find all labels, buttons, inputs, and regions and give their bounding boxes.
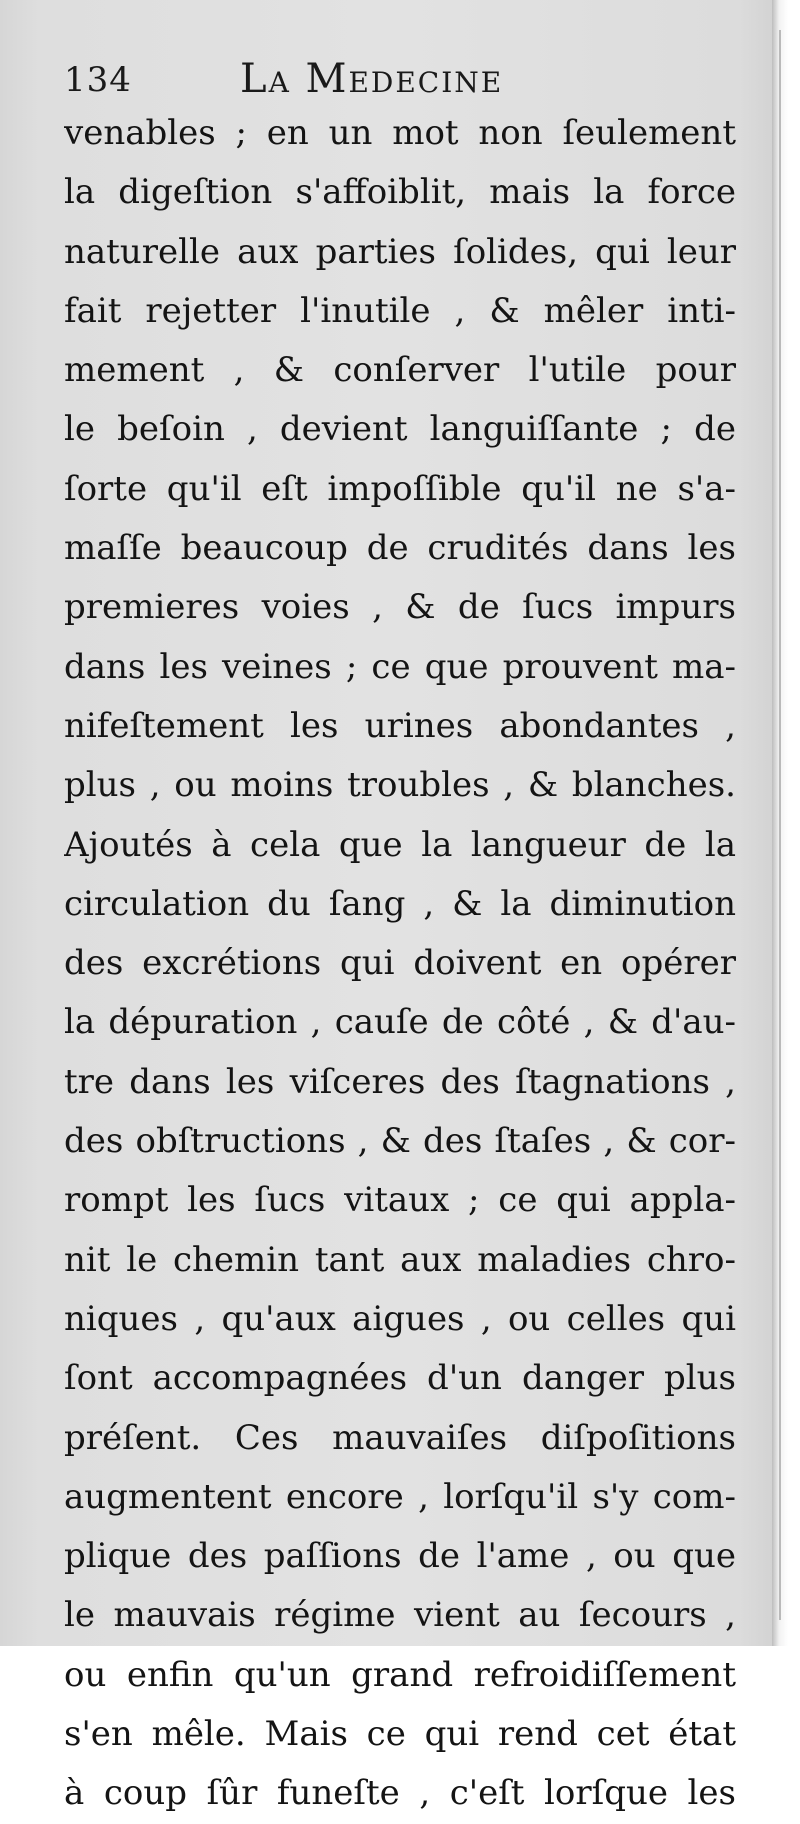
text-line: Ajoutés à cela que la langueur de la: [64, 824, 736, 865]
text-line: la dépuration , cauſe de côté , & d'au-: [64, 1002, 736, 1043]
text-line: mement , & conſerver l'utile pour: [64, 350, 736, 391]
text-line: venables ; en un mot non ſeulement: [64, 113, 736, 153]
text-line: rompt les ſucs vitaux ; ce qui appla-: [64, 1180, 736, 1221]
text-line: ſorte qu'il eſt impoſſible qu'il ne s'a-: [64, 468, 736, 509]
text-line: tre dans les viſceres des ſtagnations ,: [64, 1061, 736, 1102]
text-line: plus , ou moins troubles , & blanches.: [64, 765, 736, 806]
page-edge-line: [779, 30, 781, 1620]
text-line: le beſoin , devient languiſſante ; de: [64, 409, 736, 450]
text-line: des excrétions qui doivent en opérer: [64, 943, 736, 984]
text-line: nit le chemin tant aux maladies chro-: [64, 1239, 736, 1280]
text-line: le mauvais régime vient au ſecours ,: [64, 1595, 736, 1636]
body-text: [64, 104, 736, 1824]
text-line: augmentent encore , lorſqu'il s'y com-: [64, 1476, 736, 1517]
text-line: préſent. Ces mauvaiſes diſpoſitions: [64, 1417, 736, 1458]
text-line: ſont accompagnées d'un danger plus: [64, 1358, 736, 1399]
text-line: dans les veines ; ce que prouvent ma-: [64, 646, 736, 687]
page-header: [64, 52, 764, 112]
text-line: niques , qu'aux aigues , ou celles qui: [64, 1298, 736, 1339]
text-line: nifeſtement les urines abondantes ,: [64, 705, 736, 746]
text-line: s'en mêle. Mais ce qui rend cet état: [64, 1714, 736, 1755]
text-line: à coup ſûr funeſte , c'eſt lorſque les: [64, 1773, 736, 1814]
text-line: fait rejetter l'inutile , & mêler inti-: [64, 290, 736, 331]
text-line: la digeſtion s'affoiblit, mais la force: [64, 172, 736, 213]
text-line: maſſe beaucoup de crudités dans les: [64, 528, 736, 569]
text-line: circulation du ſang , & la diminution: [64, 883, 736, 924]
text-line: ou enfin qu'un grand refroidiſſement: [64, 1654, 736, 1695]
running-head: La Medecine: [240, 56, 504, 102]
text-line: plique des paſſions de l'ame , ou que: [64, 1536, 736, 1577]
text-line: premieres voies , & de ſucs impurs: [64, 587, 736, 628]
text-line: naturelle aux parties ſolides, qui leur: [64, 231, 736, 272]
page-number: 134: [64, 60, 132, 100]
text-line: des obſtructions , & des ſtaſes , & cor-: [64, 1121, 736, 1162]
